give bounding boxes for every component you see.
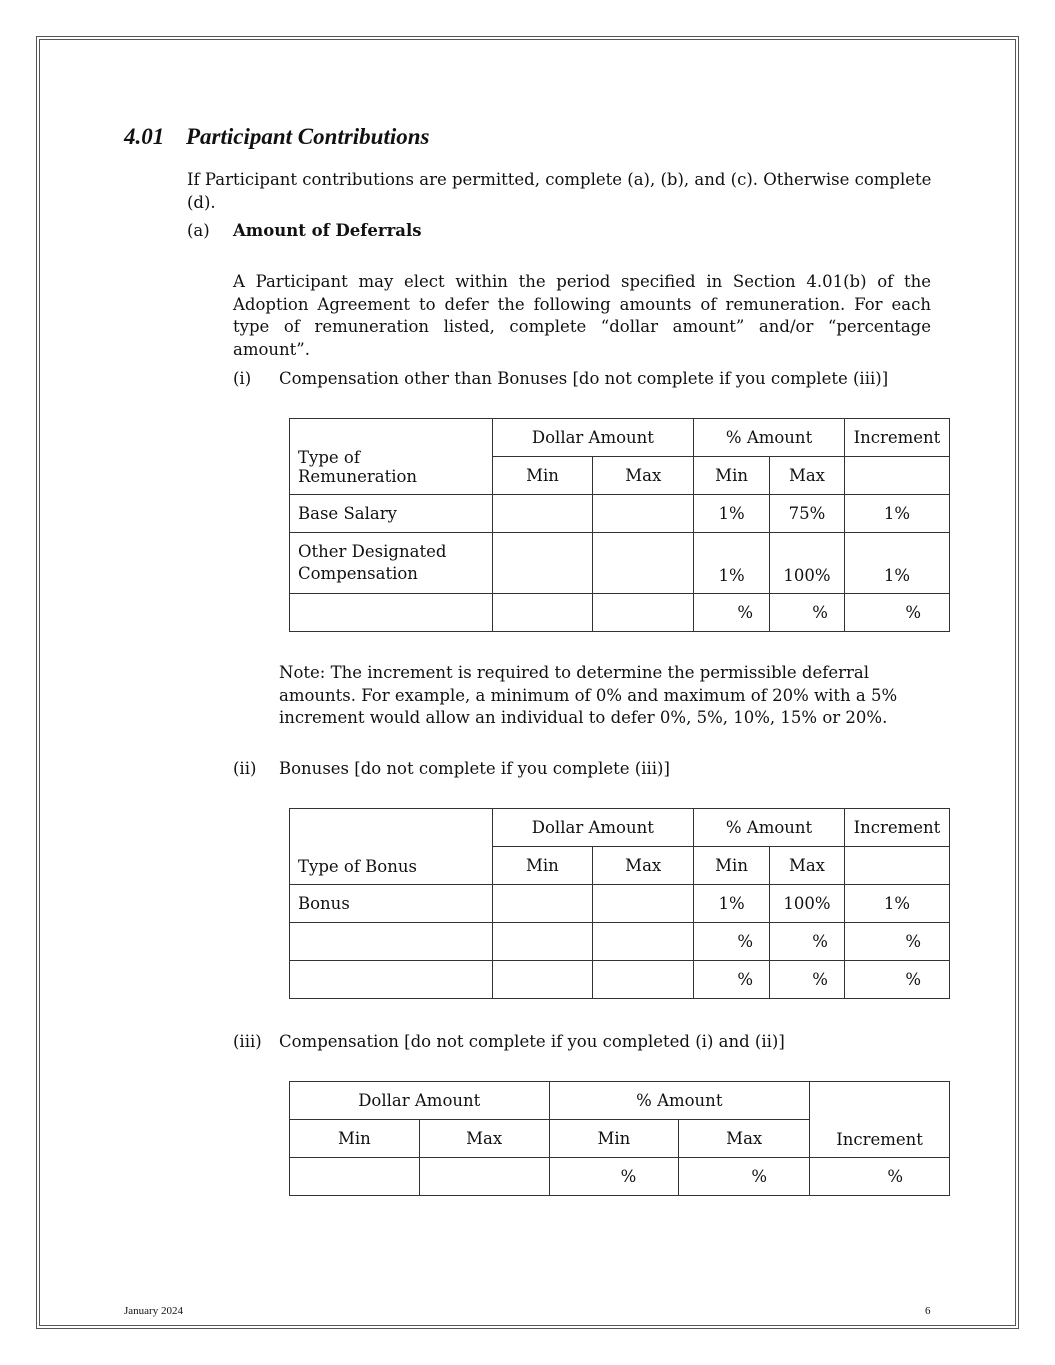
pct-max-field[interactable]: % — [679, 1158, 810, 1196]
pct-max-field[interactable]: % — [770, 961, 845, 999]
pct-max-field[interactable]: 100% — [770, 533, 845, 594]
pct-min-field[interactable]: % — [694, 961, 770, 999]
header-dollar: Dollar Amount — [492, 809, 694, 847]
table-row — [290, 594, 950, 632]
table-row — [290, 1158, 950, 1196]
pct-min-field[interactable]: 1% — [694, 885, 770, 923]
header-increment-blank — [844, 457, 949, 495]
section-number: 4.01 — [124, 124, 165, 149]
row-type: Bonus — [290, 885, 493, 923]
pct-min-field[interactable]: 1% — [694, 495, 770, 533]
compensation-table — [289, 1081, 950, 1196]
pct-max-field[interactable]: % — [770, 594, 845, 632]
pct-min-field[interactable]: 1% — [694, 533, 770, 594]
sub-a-title: Amount of Deferrals — [233, 221, 422, 240]
increment-field[interactable]: % — [844, 961, 949, 999]
footer-page-number: 6 — [925, 1305, 931, 1317]
item-iii-text: Compensation [do not complete if you completed (i) and (ii)] — [279, 1032, 785, 1051]
header-pct: % Amount — [549, 1082, 810, 1120]
header-dollar-max: Max — [593, 457, 694, 495]
item-ii-label: (ii) — [233, 759, 257, 778]
header-pct-min: Min — [694, 847, 770, 885]
increment-field[interactable]: % — [844, 923, 949, 961]
dollar-min-field[interactable] — [492, 594, 593, 632]
dollar-max-field[interactable] — [593, 923, 694, 961]
dollar-min-field[interactable] — [492, 533, 593, 594]
section-heading — [124, 124, 430, 150]
item-i-text: Compensation other than Bonuses [do not complete if you complete (iii)] — [279, 369, 889, 388]
increment-field[interactable]: 1% — [844, 495, 949, 533]
table-row — [290, 533, 950, 594]
header-dollar: Dollar Amount — [492, 419, 693, 457]
footer-date: January 2024 — [124, 1305, 183, 1317]
increment-note: Note: The increment is required to determine the permissible deferral amounts. For example, a minimum of 0% and maximum of 20% with a 5% increment would allow an individual to defer 0%, 5%, 10%, 15% or 20%. — [279, 663, 898, 727]
header-dollar-max: Max — [419, 1120, 549, 1158]
pct-max-field[interactable]: 100% — [770, 885, 845, 923]
header-increment: Increment — [844, 419, 949, 457]
remuneration-table — [289, 418, 950, 632]
increment-field[interactable]: % — [844, 594, 949, 632]
item-iii-label: (iii) — [233, 1032, 262, 1051]
header-dollar: Dollar Amount — [290, 1082, 550, 1120]
header-pct-min: Min — [694, 457, 770, 495]
header-pct-max: Max — [679, 1120, 810, 1158]
table-row — [290, 885, 950, 923]
header-type: Type of Remuneration — [290, 419, 493, 495]
item-i-label: (i) — [233, 369, 252, 388]
table-header-row — [290, 1082, 950, 1120]
header-pct: % Amount — [694, 809, 845, 847]
row-type: Base Salary — [290, 495, 493, 533]
header-dollar-min: Min — [492, 457, 593, 495]
header-dollar-min: Min — [492, 847, 593, 885]
table-header-row — [290, 419, 950, 457]
header-type: Type of Bonus — [290, 809, 493, 885]
dollar-max-field[interactable] — [593, 594, 694, 632]
header-pct-max: Max — [770, 457, 845, 495]
dollar-min-field[interactable] — [492, 961, 593, 999]
table-header-row — [290, 809, 950, 847]
table-row — [290, 961, 950, 999]
row-type: Other Designated Compensation — [290, 533, 493, 594]
sub-a-body: A Participant may elect within the period specified in Section 4.01(b) of the Adoption Agreement to defer the following amounts of remuneration. For each type of remuneration listed, complete “dollar amount” and/or “percentage amount”. — [233, 272, 931, 359]
dollar-min-field[interactable] — [492, 495, 593, 533]
header-dollar-min: Min — [290, 1120, 420, 1158]
dollar-max-field[interactable] — [419, 1158, 549, 1196]
section-title: Participant Contributions — [186, 124, 430, 149]
header-increment-blank — [844, 847, 949, 885]
dollar-min-field[interactable] — [492, 923, 593, 961]
item-ii-text: Bonuses [do not complete if you complete (iii)] — [279, 759, 670, 778]
pct-min-field[interactable]: % — [549, 1158, 679, 1196]
header-dollar-max: Max — [593, 847, 694, 885]
section-intro: If Participant contributions are permitted, complete (a), (b), and (c). Otherwise complete (d). — [187, 170, 932, 212]
row-type[interactable] — [290, 594, 493, 632]
header-pct-max: Max — [770, 847, 845, 885]
increment-field[interactable]: 1% — [844, 533, 949, 594]
header-pct-min: Min — [549, 1120, 679, 1158]
dollar-max-field[interactable] — [593, 961, 694, 999]
dollar-max-field[interactable] — [593, 495, 694, 533]
pct-min-field[interactable]: % — [694, 594, 770, 632]
sub-a-label: (a) — [187, 221, 210, 240]
increment-field[interactable]: % — [810, 1158, 950, 1196]
table-row — [290, 495, 950, 533]
dollar-max-field[interactable] — [593, 885, 694, 923]
increment-field[interactable]: 1% — [844, 885, 949, 923]
header-pct: % Amount — [694, 419, 845, 457]
row-type[interactable] — [290, 923, 493, 961]
pct-min-field[interactable]: % — [694, 923, 770, 961]
dollar-max-field[interactable] — [593, 533, 694, 594]
row-type[interactable] — [290, 961, 493, 999]
bonus-table — [289, 808, 950, 999]
table-row — [290, 923, 950, 961]
pct-max-field[interactable]: 75% — [770, 495, 845, 533]
header-increment: Increment — [844, 809, 949, 847]
dollar-min-field[interactable] — [290, 1158, 420, 1196]
dollar-min-field[interactable] — [492, 885, 593, 923]
header-increment: Increment — [810, 1082, 950, 1158]
pct-max-field[interactable]: % — [770, 923, 845, 961]
